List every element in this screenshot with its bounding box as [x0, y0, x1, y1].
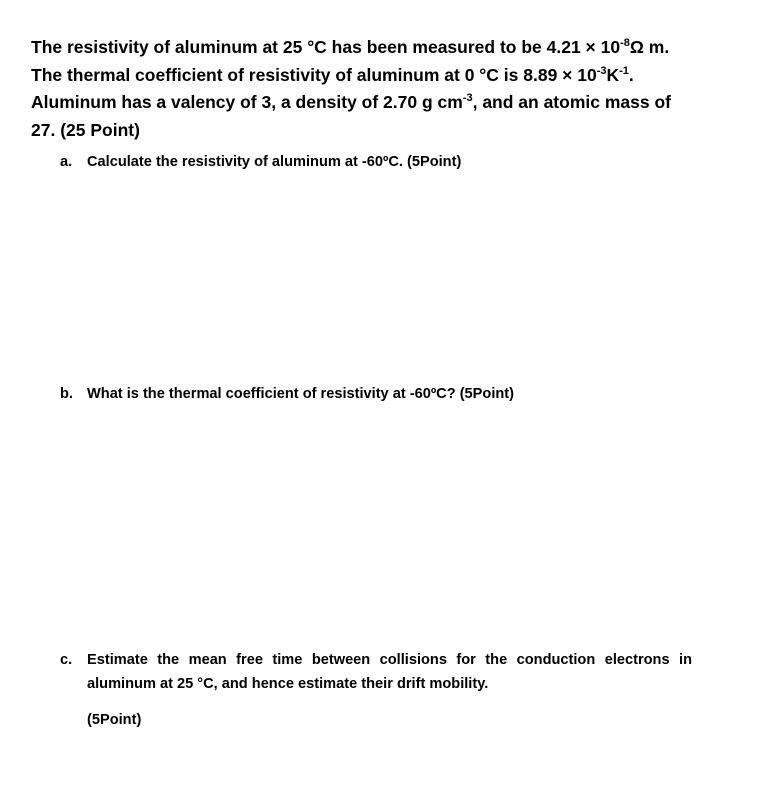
question-c-text: Estimate the mean free time between collisions for the conduction electrons in aluminum at 25 °C, and hence estimate their drift mobility. [87, 652, 692, 692]
question-c-label: c. [60, 652, 73, 668]
question-b [60, 382, 692, 406]
intro-text-1: The resistivity of aluminum at 25 °C has been measured to be 4.21 × 10 [31, 37, 621, 57]
problem-statement [31, 34, 696, 144]
question-a-text: Calculate the resistivity of aluminum at -60ºC. (5Point) [87, 154, 462, 170]
question-c-points: (5Point) [87, 712, 142, 728]
intro-text-2: Ω m. The thermal coefficient of resistivity of aluminum at 0 °C is 8.89 × 10 [31, 37, 670, 85]
question-a-label: a. [60, 154, 73, 170]
intro-exponent-2: -3 [596, 64, 607, 77]
intro-exponent-1: -8 [620, 37, 630, 49]
intro-text-4: . Aluminum has a valency of 3, a density of 2.70 g cm [31, 64, 634, 112]
intro-exponent-4: -3 [462, 92, 473, 104]
intro-text-3: K [606, 64, 620, 85]
question-c [60, 648, 692, 696]
intro-exponent-3: -1 [619, 64, 629, 77]
intro-text-5: , and an atomic mass of 27. (25 Point) [31, 92, 671, 140]
question-b-label: b. [60, 386, 73, 402]
question-a [60, 150, 692, 174]
question-b-text: What is the thermal coefficient of resistivity at -60ºC? (5Point) [87, 386, 515, 402]
